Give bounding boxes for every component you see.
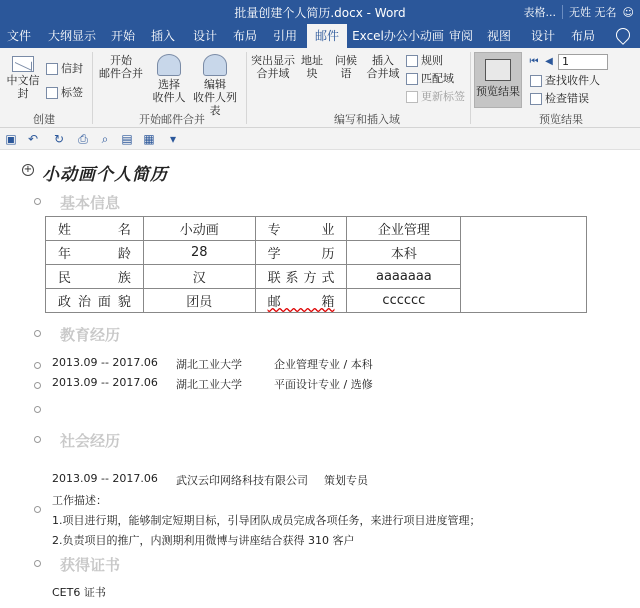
table-cell[interactable]: 汉 — [143, 265, 255, 289]
ribbon — [0, 48, 640, 128]
insert-merge-field-button[interactable] — [364, 54, 402, 80]
table-cell[interactable]: 28 — [143, 241, 255, 265]
update-labels-label: 更新标签 — [421, 90, 465, 103]
first-record-icon[interactable]: ⏮ — [529, 56, 539, 67]
resume-title: 小动画个人简历 — [42, 165, 168, 185]
highlight-label-2: 合并域 — [256, 67, 290, 80]
update-labels-icon — [406, 91, 418, 103]
print-preview-icon[interactable]: ⎙ — [78, 132, 88, 146]
start-mail-merge-button[interactable] — [98, 54, 144, 80]
edu-school: 湖北工业大学 — [176, 378, 242, 391]
find-recipient-button[interactable] — [530, 74, 600, 88]
collapse-icon[interactable]: + — [23, 164, 33, 175]
table-cell[interactable] — [255, 289, 347, 313]
find-icon — [530, 75, 542, 87]
section-basic-info: 基本信息 — [60, 194, 121, 212]
highlight-label-1: 突出显示 — [251, 54, 295, 67]
quick-access-toolbar — [0, 128, 640, 150]
previous-record-icon[interactable]: ◀ — [545, 56, 553, 67]
envelope-icon — [46, 63, 58, 75]
chinese-envelope-label: 中文信封 — [6, 74, 40, 100]
envelope-label: 信封 — [61, 62, 83, 75]
start-merge-label-1: 开始 — [110, 54, 132, 67]
edu-school: 湖北工业大学 — [176, 358, 242, 371]
preview-results-button[interactable] — [474, 52, 522, 108]
find-recipient-label: 查找收件人 — [545, 74, 600, 87]
chinese-envelope-button[interactable] — [4, 56, 42, 100]
start-merge-label-2: 邮件合并 — [99, 67, 143, 80]
rules-icon — [406, 55, 418, 67]
envelope-icon — [12, 56, 34, 72]
check-icon — [530, 93, 542, 105]
redo-icon[interactable]: ↻ — [53, 132, 65, 146]
cert-line: CET6 证书 — [52, 586, 106, 599]
greeting-line-button[interactable] — [330, 54, 362, 80]
tab-references[interactable]: 引用 — [272, 29, 297, 43]
table-cell[interactable]: 小动画 — [143, 217, 255, 241]
check-errors-button[interactable] — [530, 92, 589, 106]
update-labels-button[interactable] — [406, 90, 465, 104]
rules-button[interactable] — [406, 54, 443, 68]
table-cell[interactable]: aaaaaaa — [347, 265, 461, 289]
table-row — [46, 217, 587, 241]
document-body[interactable] — [0, 150, 640, 608]
address-block-button[interactable] — [296, 54, 328, 80]
user-name[interactable]: 无姓 无名 — [569, 6, 617, 19]
highlight-merge-fields-button[interactable] — [250, 54, 296, 80]
divider — [470, 52, 471, 124]
lightbulb-icon[interactable] — [613, 25, 633, 45]
section-certificates: 获得证书 — [60, 556, 121, 574]
table-cell[interactable]: 专 业 — [255, 217, 347, 241]
tab-review[interactable]: 审阅 — [448, 29, 473, 43]
insert-field-label-1: 插入 — [372, 54, 394, 67]
outline-bullet — [34, 406, 41, 413]
outline-bullet — [34, 560, 41, 567]
labels-label: 标签 — [61, 86, 83, 99]
tab-table-design[interactable]: 设计 — [530, 29, 555, 43]
labels-button[interactable] — [46, 86, 83, 100]
select-label-2: 收件人 — [152, 91, 186, 104]
edit-label-2: 收件人列表 — [193, 91, 237, 117]
tab-file[interactable]: 文件 — [6, 29, 31, 43]
select-label-1: 选择 — [158, 78, 180, 91]
address-block-label: 地址块 — [301, 54, 323, 80]
tell-me-search[interactable]: 表格... — [523, 6, 557, 19]
table-cell[interactable]: 姓 名 — [46, 217, 144, 241]
recipients-icon — [157, 54, 181, 76]
table-cell[interactable]: cccccc — [347, 289, 461, 313]
edit-label-1: 编辑 — [204, 78, 226, 91]
email-label-spellcheck: 邮 箱 — [267, 295, 335, 310]
group-write-insert: 编写和插入域 — [334, 113, 400, 126]
greeting-label: 问候语 — [335, 54, 357, 80]
edit-recipient-list-button[interactable] — [190, 54, 240, 117]
work-desc-1: 1.项目进行期，能够制定短期目标，引导团队成员完成各项任务，来进行项目进度管理； — [52, 514, 481, 527]
divider — [562, 5, 563, 19]
window-title: 批量创建个人简历.docx - Word — [234, 6, 406, 20]
outline-bullet — [34, 330, 41, 337]
work-desc-2: 2.负责项目的推广，内测期利用微博与讲座结合获得 310 客户 — [52, 534, 355, 547]
social-period: 2013.09 -- 2017.06 — [52, 472, 158, 485]
table-cell[interactable]: 学 历 — [255, 241, 347, 265]
customize-toolbar-icon[interactable]: ▾ — [169, 132, 177, 146]
select-recipients-button[interactable] — [146, 54, 192, 104]
envelope-button[interactable] — [46, 62, 83, 76]
insert-field-label-2: 合并域 — [366, 67, 400, 80]
tab-outline[interactable]: 大纲显示 — [47, 29, 96, 43]
table-cell[interactable]: 本科 — [347, 241, 461, 265]
outline-bullet — [34, 198, 41, 205]
table-cell[interactable]: 团员 — [143, 289, 255, 313]
tab-design[interactable]: 设计 — [192, 29, 217, 43]
preview-results-label: 预览结果 — [476, 85, 520, 98]
record-navigator — [528, 54, 608, 70]
table-cell[interactable]: 联系方式 — [255, 265, 347, 289]
section-education: 教育经历 — [60, 326, 121, 344]
work-desc-label: 工作描述： — [52, 494, 107, 507]
tab-table-layout[interactable]: 布局 — [570, 29, 595, 43]
edu-major: 企业管理专业 / 本科 — [274, 358, 373, 371]
outline-bullet — [34, 506, 41, 513]
match-fields-button[interactable] — [406, 72, 454, 86]
group-create: 创建 — [33, 113, 55, 126]
tab-excel-anim[interactable]: Excel办公小动画 — [352, 29, 444, 43]
outline-bullet — [34, 436, 41, 443]
photo-cell[interactable] — [461, 217, 587, 313]
social-company: 武汉云印网络科技有限公司 — [176, 474, 308, 487]
record-number-input[interactable]: 1 — [558, 54, 608, 70]
label-icon — [46, 87, 58, 99]
outline-bullet — [34, 362, 41, 369]
match-fields-icon — [406, 73, 418, 85]
divider — [92, 52, 93, 124]
tab-insert[interactable]: 插入 — [150, 29, 175, 43]
undo-icon[interactable]: ↶ — [27, 132, 39, 146]
tab-view[interactable]: 视图 — [486, 29, 511, 43]
table-cell[interactable]: 民 族 — [46, 265, 144, 289]
preview-icon — [485, 59, 511, 81]
group-preview: 预览结果 — [539, 113, 583, 126]
smiley-icon[interactable]: ☺ — [622, 5, 634, 19]
draw-table-icon[interactable]: ▦ — [143, 132, 155, 146]
tab-layout[interactable]: 布局 — [232, 29, 257, 43]
divider — [246, 52, 247, 124]
ribbon-tabs — [0, 24, 640, 48]
edit-recipients-icon — [203, 54, 227, 76]
save-icon[interactable]: ▣ — [5, 132, 17, 146]
match-fields-label: 匹配域 — [421, 72, 454, 85]
table-cell[interactable]: 企业管理 — [347, 217, 461, 241]
table-cell[interactable]: 政治面貌 — [46, 289, 144, 313]
tab-home[interactable]: 开始 — [110, 29, 135, 43]
edu-period: 2013.09 -- 2017.06 — [52, 376, 158, 389]
tab-mailings[interactable]: 邮件 — [307, 24, 347, 48]
clipboard-icon[interactable]: ▤ — [121, 132, 133, 146]
info-table — [45, 216, 587, 313]
table-cell[interactable]: 年 龄 — [46, 241, 144, 265]
edu-major: 平面设计专业 / 选修 — [274, 378, 373, 391]
rules-label: 规则 — [421, 54, 443, 67]
edu-period: 2013.09 -- 2017.06 — [52, 356, 158, 369]
check-errors-label: 检查错误 — [545, 92, 589, 105]
outline-bullet — [34, 382, 41, 389]
title-bar — [0, 0, 640, 24]
section-social: 社会经历 — [60, 432, 121, 450]
find-doc-icon[interactable]: ⌕ — [101, 132, 109, 146]
social-role: 策划专员 — [324, 474, 368, 487]
group-start-merge: 开始邮件合并 — [139, 113, 205, 126]
